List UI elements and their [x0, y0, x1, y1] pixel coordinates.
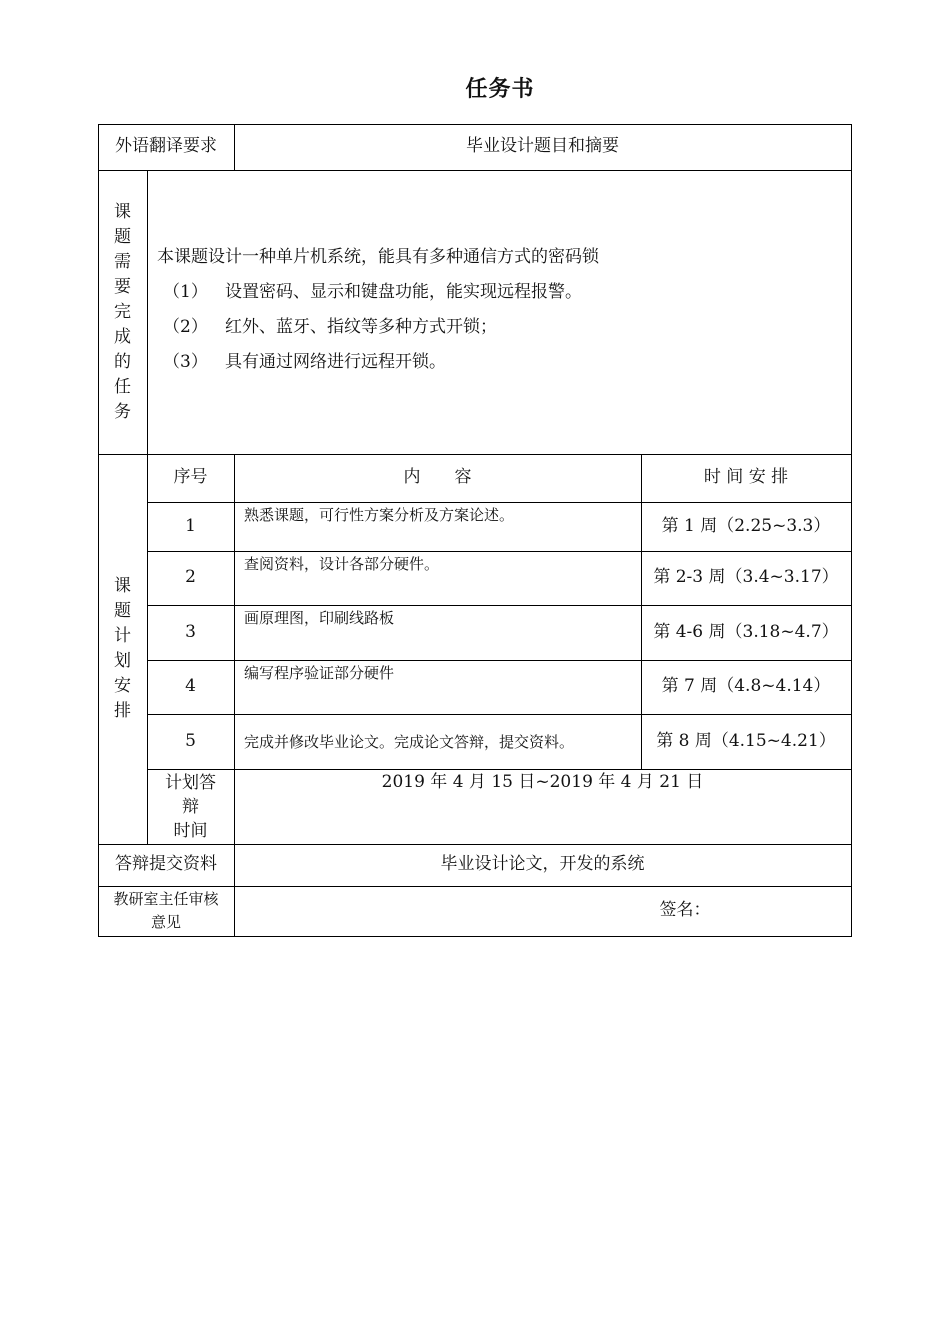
table-row-content: 画原理图，印刷线路板 — [244, 609, 395, 627]
task-item: （1） 设置密码、显示和键盘功能，能实现远程报警。 — [163, 282, 582, 302]
translation-requirement-label: 外语翻译要求 — [115, 136, 217, 157]
tasks-side-label: 课 题 需 要 完 成 的 任 务 — [114, 201, 131, 422]
table-row-seq: 5 — [185, 730, 196, 751]
table-row-content: 完成并修改毕业论文。完成论文答辩，提交资料。 — [244, 733, 575, 751]
thesis-topic-label: 毕业设计题目和摘要 — [466, 136, 619, 157]
defense-time-label: 计划答 辩 时间 — [165, 772, 216, 841]
task-item: （2） 红外、蓝牙、指纹等多种方式开锁； — [163, 317, 497, 337]
table-row-time: 第 2-3 周（3.4~3.17） — [653, 567, 839, 588]
column-header-content: 内 容 — [403, 467, 472, 488]
column-header-time: 时 间 安 排 — [703, 467, 789, 488]
table-row-content: 查阅资料，设计各部分硬件。 — [244, 555, 440, 573]
column-header-seq: 序号 — [173, 467, 208, 488]
task-item: （3） 具有通过网络进行远程开锁。 — [163, 352, 446, 372]
table-border-right — [851, 124, 852, 936]
table-row-seq: 1 — [185, 515, 196, 536]
table-row-time: 第 7 周（4.8~4.14） — [661, 676, 831, 697]
table-row-seq: 2 — [185, 567, 196, 588]
signature-label: 签名： — [659, 900, 711, 921]
review-label: 教研室主任审核 意见 — [113, 890, 219, 931]
table-row-time: 第 8 周（4.15~4.21） — [656, 730, 836, 751]
table-row-content: 熟悉课题，可行性方案分析及方案论述。 — [244, 506, 515, 524]
table-row-time: 第 1 周（2.25~3.3） — [661, 515, 831, 536]
row-divider — [98, 170, 852, 171]
defense-time-value: 2019 年 4 月 15 日~2019 年 4 月 21 日 — [381, 772, 704, 792]
table-row-content: 编写程序验证部分硬件 — [244, 664, 395, 682]
table-row-seq: 3 — [185, 621, 196, 642]
submission-value: 毕业设计论文，开发的系统 — [440, 854, 645, 875]
table-row-seq: 4 — [185, 676, 196, 697]
table-row-time: 第 4-6 周（3.18~4.7） — [653, 621, 839, 642]
table-border-bottom — [98, 936, 852, 937]
plan-side-label: 课 题 计 划 安 排 — [114, 576, 131, 721]
page-title: 任务书 — [465, 77, 535, 102]
task-description — [157, 240, 599, 380]
submission-label: 答辩提交资料 — [115, 854, 217, 875]
task-intro: 本课题设计一种单片机系统，能具有多种通信方式的密码锁 — [157, 247, 599, 267]
